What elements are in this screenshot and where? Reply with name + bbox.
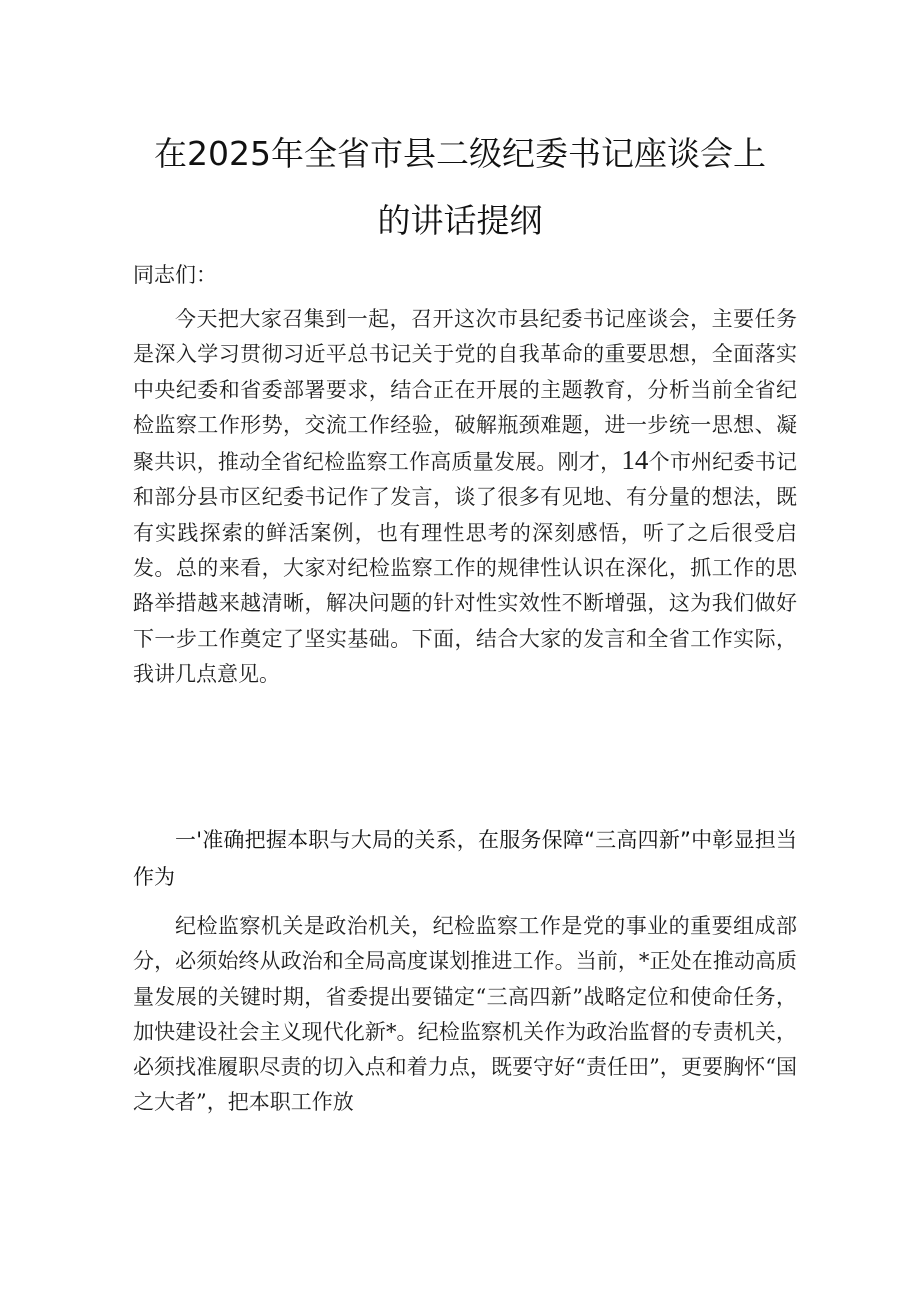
paragraph-section-1: 纪检监察机关是政治机关，纪检监察工作是党的事业的重要组成部分，必须始终从政治和全局高度谋划推进工作。当前，*正处在推动高质量发展的关键时期，省委提出要锚定“三高四新”战略定位和使命任务，加快建设社会主义现代化新*。纪检监察机关作为政治监督的专责机关，必须找准履职尽责的切入点和着力点，既要守好“责任田”，更要胸怀“国之大者”，把本职工作放 xyxy=(133,914,797,1115)
paragraph-opening xyxy=(133,302,797,692)
paragraph-opening-text-1: 今天把大家召集到一起，召开这次市县纪委书记座谈会，主要任务是深入学习贯彻习近平总书记关于党的自我革命的重要思想，全面落实中央纪委和省委部署要求，结合正在开展的主题教育，分析当前全省纪检监察工作形势，交流工作经验，破解瓶颈难题，进一步统一思想、凝聚共识，推动全省纪检监察工作高质量发展。刚才， xyxy=(133,307,797,475)
section-heading-1: 一'准确把握本职与大局的关系，在服务保障“三高四新”中彰显担当作为 xyxy=(133,828,797,889)
paragraph-opening-text-2: 个市州纪委书记和部分县市区纪委书记作了发言，谈了很多有见地、有分量的想法，既有实践探索的鲜活案例，也有理性思考的深刻感悟，听了之后很受启发。总的来看，大家对纪检监察工作的规律性认识在深化，抓工作的思路举措越来越清晰，解决问题的针对性实效性不断增强，这为我们做好下一步工作奠定了坚实基础。下面，结合大家的发言和全省工作实际，我讲几点意见。 xyxy=(133,450,798,686)
paragraph-opening-number: 14 xyxy=(621,445,649,476)
document-title-line-1: 在2025年全省市县二级纪委书记座谈会上 xyxy=(154,134,766,173)
salutation: 同志们： xyxy=(133,263,217,287)
document-title-line-2: 的讲话提纲 xyxy=(377,201,543,240)
